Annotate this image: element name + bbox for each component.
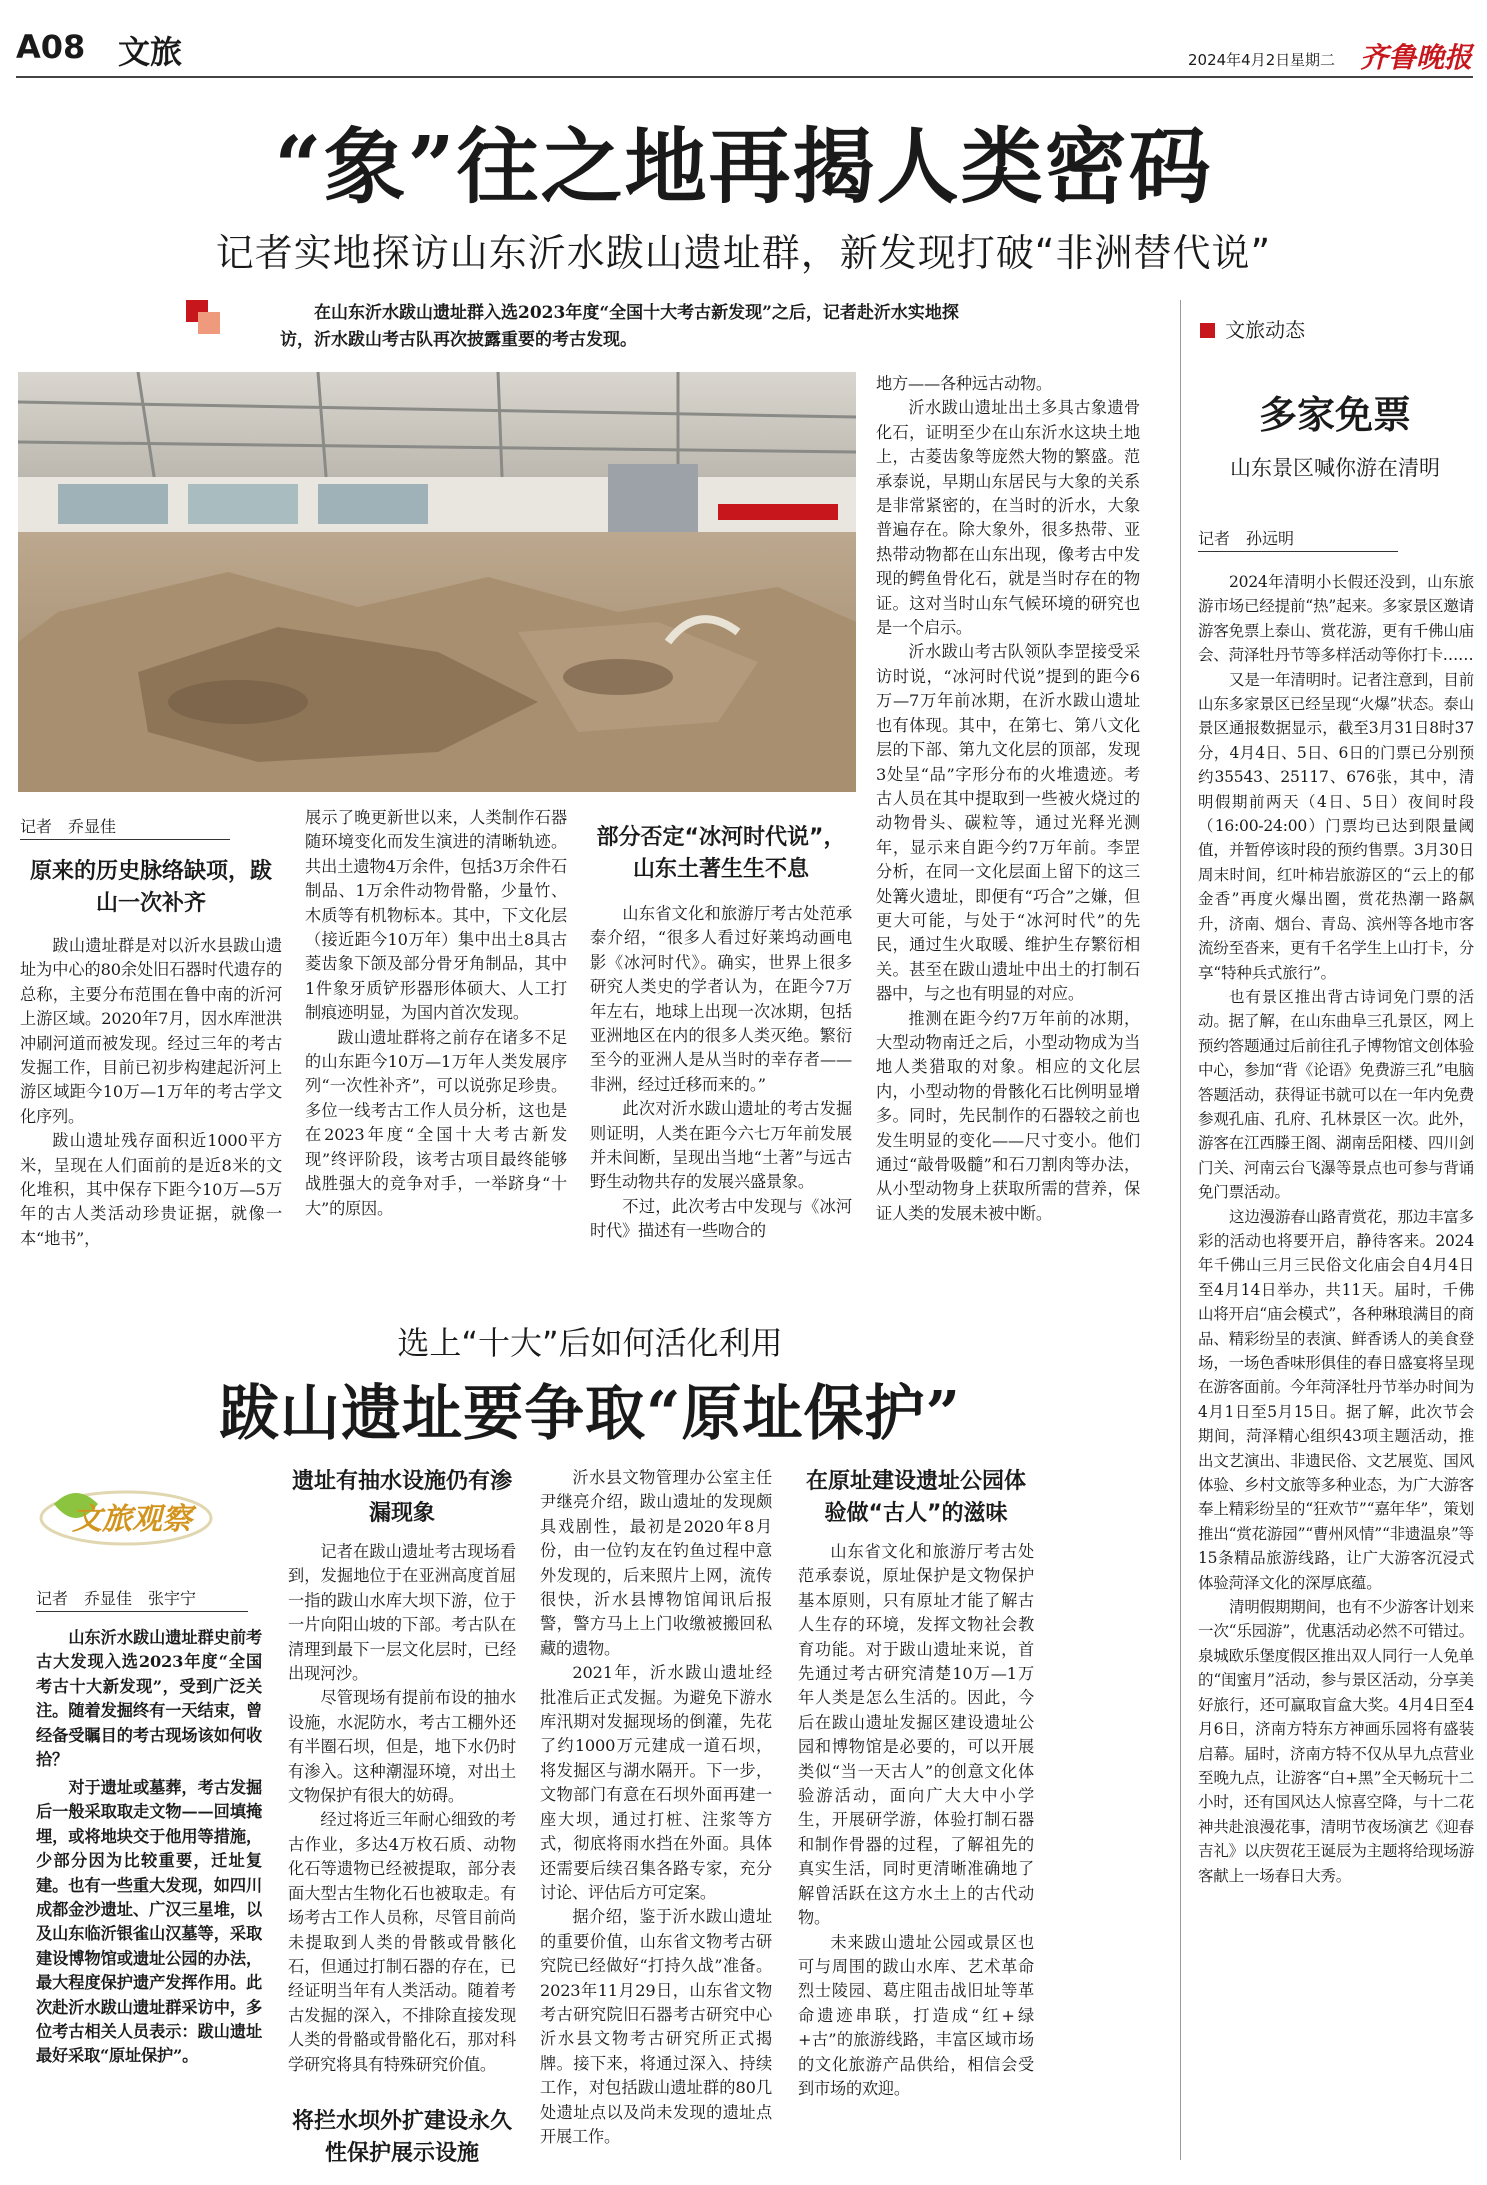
paragraph: 对于遗址或墓葬，考古发掘后一般采取取走文物——回填掩埋，或将地块交于他用等措施，少部分因为比较重要，迁址复建。也有一些重大发现，如四川成都金沙遗址、广汉三星堆，以及山东临沂银雀山汉墓等，采取建设博物馆或遗址公园的办法，最大程度保护遗产发挥作用。此次赴沂水跋山遗址群采访中，多位考古相关人员表示：跋山遗址最好采取“原址保护”。 <box>36 1778 262 2066</box>
lower-column-2 <box>288 1540 516 2100</box>
paragraph: 不过，此次考古中发现与《冰河时代》描述有一些吻合的 <box>590 1196 852 1241</box>
paragraph: 山东省文化和旅游厅考古处范承泰介绍，“很多人看过好莱坞动画电影《冰河时代》。确实，世界上很多研究人类史的学者认为，在距今7万年左右，地球上出现一次冰期，包括亚洲地区在内的很多人类灭绝。繁衍至今的亚洲人是从当时的幸存者——非洲，经过迁移而来的。” <box>590 904 852 1094</box>
main-subtitle: 记者实地探访山东沂水跋山遗址群，新发现打破“非洲替代说” <box>215 231 1272 275</box>
logo-text: 文旅观察 <box>72 1502 192 1537</box>
sidebar-divider <box>1180 300 1181 2160</box>
paragraph: 经过将近三年耐心细致的考古作业，多达4万枚石质、动物化石等遗物已经被提取，部分表面大型古生物化石也被取走。有场考古工作人员称，尽管目前尚未提取到人类的骨骸或骨骸化石，但通过打制石器的存在，已经证明当年有人类活动。随着考古发掘的深入，不排除直接发现人类的骨骼或骨骼化石，那对科学研究将具有特殊研究价值。 <box>288 1810 516 2074</box>
paper-logo: 齐鲁晚报 <box>1360 41 1473 74</box>
sidebar-body <box>1198 570 1474 2160</box>
culture-observation-logo <box>36 1474 246 1554</box>
section-head-park: 在原址建设遗址公园体验做“古人”的滋味 <box>805 1469 1026 1526</box>
lower-column-1 <box>36 1776 262 2166</box>
paragraph: 未来跋山遗址公园或景区也可与周围的跋山水库、艺术革命烈士陵园、葛庄阻击战旧址等革命遗迹串联，打造成“红+绿+古”的旅游线路，丰富区域市场的文化旅游产品供给，相信会受到市场的欢迎。 <box>798 1932 1034 2098</box>
paragraph: 跋山遗址残存面积近1000平方米，呈现在人们面前的是近8米的文化堆积，其中保存下距今10万—5万年的古人类活动珍贵证据，就像一本“地书”， <box>20 1131 282 1248</box>
lower-kicker: 选上“十大”后如何活化利用 <box>397 1324 783 1362</box>
lead-marker-icon <box>186 300 224 338</box>
main-title: “象”往之地再揭人类密码 <box>274 119 1213 215</box>
sidebar-byline: 记者 孙远明 <box>1198 526 1398 552</box>
issue-date: 2024年4月2日 <box>1188 51 1291 69</box>
section-head-ice-age: 部分否定“冰河时代说”，山东土著生生不息 <box>596 825 846 882</box>
paragraph: 此次对沂水跋山遗址的考古发掘则证明，人类在距今六七万年前发展并未间断，呈现出当地“土著”与远古野生动物共存的发展兴盛景象。 <box>590 1099 852 1192</box>
page-number: A08 <box>16 28 86 66</box>
paragraph: 记者在跋山遗址考古现场看到，发掘地位于在亚洲高度首屈一指的跋山水库大坝下游，位于一片向阳山坡的下部。考古队在清理到最下一层文化层时，已经出现河沙。 <box>288 1542 516 1684</box>
sidebar-tag <box>1200 314 1305 343</box>
article-column-1 <box>20 934 282 1294</box>
paragraph: 2021年，沂水跋山遗址经批准后正式发掘。为避免下游水库汛期对发掘现场的倒灌，先花了约1000万元建成一道石坝，将发掘区与湖水隔开。下一步，文物部门有意在石坝外面再建一座大坝，通过打桩、注浆等方式，彻底将雨水挡在外面。具体还需要后续召集各路专家，充分讨论、评估后方可定案。 <box>540 1663 772 1902</box>
issue-weekday: 星期二 <box>1290 51 1336 69</box>
section-head-water: 遗址有抽水设施仍有渗漏现象 <box>291 1469 512 1526</box>
section-head-dam: 将拦水坝外扩建设永久性保护展示设施 <box>291 2109 512 2166</box>
paragraph: 2024年清明小长假还没到，山东旅游市场已经提前“热”起来。多家景区邀请游客免票上泰山、赏花游，更有千佛山庙会、菏泽牡丹节等多样活动等你打卡…… <box>1198 573 1474 665</box>
article-column-2 <box>305 806 567 1294</box>
byline-lower: 记者 乔显佳 张宇宁 <box>36 1586 248 1612</box>
sidebar-subtitle: 山东景区喊你游在清明 <box>1230 456 1440 480</box>
red-square-icon <box>1200 323 1215 338</box>
paragraph: 这边漫游春山路青赏花，那边丰富多彩的活动也将要开启，静待客来。2024年千佛山三月三民俗文化庙会自4月4日至4月14日举办，共11天。届时，千佛山将开启“庙会模式”，各种琳琅满目的商品、精彩纷呈的表演、鲜香诱人的美食登场，一场色香味形俱佳的春日盛宴将呈现在游客面前。今年菏泽牡丹节举办时间为4月1日至5月15日。据了解，此次节会期间，菏泽精心组织43项主题活动，推出文艺演出、非遗民俗、文艺展览、国风体验、乡村文旅等多种业态，为广大游客奉上精彩纷呈的“狂欢节”“嘉年华”，策划推出“赏花游园”“曹州风情”“非遗温泉”等15条精品旅游线路，让广大游客沉浸式体验菏泽文化的深厚底蕴。 <box>1198 1207 1474 1592</box>
paragraph: 沂水跋山考古队领队李罡接受采访时说，“冰河时代说”提到的距今6万—7万年前冰期，在沂水跋山遗址也有体现。其中，在第七、第八文化层的下部、第九文化层的顶部，发现3处呈“品”字形分布的火堆遗迹。考古人员在其中提取到一些被火烧过的动物骨头、碳粒等，通过光释光测年，显示来自距今约7万年前。李罡分析，在同一文化层面上留下的这三处篝火遗址，即便有“巧合”之嫌，但更大可能，与处于“冰河时代”的先民，通过生火取暖、维护生存繁衍相关。甚至在跋山遗址中出土的打制石器中，与之也有明显的对应。 <box>876 642 1140 1004</box>
paragraph: 清明假期期间，也有不少游客计划来一次“乐园游”，优惠活动必然不可错过。泉城欧乐堡度假区推出双人同行一人免单的“闺蜜月”活动，参与景区活动，分享美好旅行，还可赢取盲盒大奖。4月4日至4月6日，济南方特东方神画乐园将有盛装启幕。届时，济南方特不仅从早九点营业至晚九点，让游客“白+黑”全天畅玩十二小时，还有国风达人惊喜空降，与十二花神共赴浪漫花事，清明节夜场演艺《迎春吉礼》以庆贺花王诞辰为主题将给现场游客献上一场春日大秀。 <box>1198 1598 1474 1885</box>
main-lead: 在山东沂水跋山遗址群入选2023年度“全国十大考古新发现”之后，记者赴沂水实地探访，沂水跋山考古队再次披露重要的考古发现。 <box>280 303 959 350</box>
lower-title: 跋山遗址要争取“原址保护” <box>218 1379 962 1449</box>
sidebar-title: 多家免票 <box>1258 392 1411 437</box>
paragraph: 山东省文化和旅游厅考古处范承泰说，原址保护是文物保护基本原则，只有原址才能了解古人生存的环境，发挥文物社会教育功能。对于跋山遗址来说，首先通过考古研究清楚10万—1万年人类是怎么生活的。因此，今后在跋山遗址发掘区建设遗址公园和博物馆是必要的，可以开展类似“当一天古人”的创意文化体验游活动，面向广大大中小学生，开展研学游，体验打制石器和制作骨器的过程，了解祖先的真实生活，同时更清晰准确地了解曾活跃在这方水土上的古代动物。 <box>798 1542 1034 1928</box>
paragraph: 地方——各种远古动物。 <box>876 374 1052 393</box>
paragraph: 也有景区推出背古诗词免门票的活动。据了解，在山东曲阜三孔景区，网上预约答题通过后前往孔子博物馆文创体验中心，参加“背《论语》免费游三孔”电脑答题活动，获得证书就可以在一年内免费参观孔庙、孔府、孔林景区一次。此外，游客在江西滕王阁、湖南岳阳楼、四川剑门关、河南云台飞瀑等景点也可参与背诵免门票活动。 <box>1198 987 1474 1202</box>
byline-main: 记者 乔显佳 <box>20 814 230 840</box>
section-head-history: 原来的历史脉络缺项，跋山一次补齐 <box>29 859 272 916</box>
paragraph: 尽管现场有提前布设的抽水设施，水泥防水，考古工棚外还有半圈石坝，但是，地下水仍时有渗入。这种潮湿环境，对出土文物保护有很大的妨碍。 <box>288 1688 516 1806</box>
paragraph: 推测在距今约7万年前的冰期，大型动物南迁之后，小型动物成为当地人类猎取的对象。相应的文化层内，小型动物的骨骸化石比例明显增多。同时，先民制作的石器较之前也发生明显的变化——尺寸变小。他们通过“敲骨吸髓”和石刀割肉等办法，从小型动物身上获取所需的营养，保证人类的发展未被中断。 <box>876 1008 1140 1223</box>
paragraph: 跋山遗址群将之前存在诸多不足的山东距今10万—1万年人类发展序列“一次性补齐”，可以说弥足珍贵。多位一线考古工作人员分析，这也是在2023年度“全国十大考古新发现”终评阶段，该考古项目最终能够战胜强大的竞争对手，一举跻身“十大”的原因。 <box>305 1027 567 1218</box>
excavation-photo <box>18 372 856 792</box>
lower-lead <box>36 1626 262 1776</box>
paragraph: 跋山遗址群是对以沂水县跋山遗址为中心的80余处旧石器时代遗存的总称，主要分布范围在鲁中南的沂河上游区域。2020年7月，因水库泄洪冲刷河道而被发现。经过三年的考古发掘工作，目前已初步构建起沂河上游区域距今10万—1万年的考古学文化序列。 <box>20 936 282 1126</box>
section-name: 文旅 <box>118 33 183 71</box>
paragraph: 山东沂水跋山遗址群史前考古大发现入选2023年度“全国考古十大新发现”，受到广泛关注。随着发掘终有一天结束，曾经备受瞩目的考古现场该如何收拾？ <box>36 1628 262 1770</box>
header-rule <box>16 76 1473 78</box>
sidebar-tag-label: 文旅动态 <box>1225 318 1306 342</box>
paragraph: 据介绍，鉴于沂水跋山遗址的重要价值，山东省文物考古研究院已经做好“打持久战”准备。2023年11月29日，山东省文物考古研究院旧石器考古研究中心沂水县文物考古研究所正式揭牌。接下来，将通过深入、持续工作，对包括跋山遗址群的80几处遗址点以及尚未发现的遗址点开展工作。 <box>540 1907 772 2146</box>
paragraph: 沂水县文物管理办公室主任尹继亮介绍，跋山遗址的发现颇具戏剧性，最初是2020年8月份，由一位钓友在钓鱼过程中意外发现的，后来照片上网，流传很快，沂水县博物馆闻讯后报警，警方马上上门收缴被搬回私藏的遗物。 <box>540 1468 772 1658</box>
paragraph: 又是一年清明时。记者注意到，目前山东多家景区已经呈现“火爆”状态。泰山景区通报数据显示，截至3月31日8时37分，4月4日、5日、6日的门票已分别预约35543、25117、676张，其中，清明假期前两天（4日、5日）夜间时段（16:00-24:00）门票均已达到限量阈值，并暂停该时段的预约售票。3月30日周末时间，红叶柿岩旅游区的“云上的郁金香”再度火爆出圈，赏花热潮一路飙升，济南、烟台、青岛、滨州等各地市客流纷至沓来，更有千名学生上山打卡，分享“特种兵式旅行”。 <box>1198 670 1474 982</box>
article-column-4 <box>876 372 1140 1294</box>
paragraph: 展示了晚更新世以来，人类制作石器随环境变化而发生演进的清晰轨迹。共出土遗物4万余件，包括3万余件石制品、1万余件动物骨骼，少量竹、木质等有机物标本。其中，下文化层（接近距今10万年）集中出土8具古菱齿象下颌及部分骨牙角制品，其中1件象牙质铲形器形体硕大、人工打制痕迹明显，为国内首次发现。 <box>305 808 567 1023</box>
article-column-3 <box>590 902 852 1294</box>
lower-column-4 <box>798 1540 1034 2166</box>
paragraph: 沂水跋山遗址出土多具古象遗骨化石，证明至少在山东沂水这块土地上，古菱齿象等庞然大物的繁盛。范承泰说，早期山东居民与大象的关系是非常紧密的，在当时的沂水，大象普遍存在。除大象外，很多热带、亚热带动物都在山东出现，像考古中发现的鳄鱼骨化石，就是当时存在的物证。这对当时山东气候环境的研究也是一个启示。 <box>876 398 1140 638</box>
excavation-photo-icon <box>18 372 856 792</box>
lower-column-3 <box>540 1466 772 2166</box>
